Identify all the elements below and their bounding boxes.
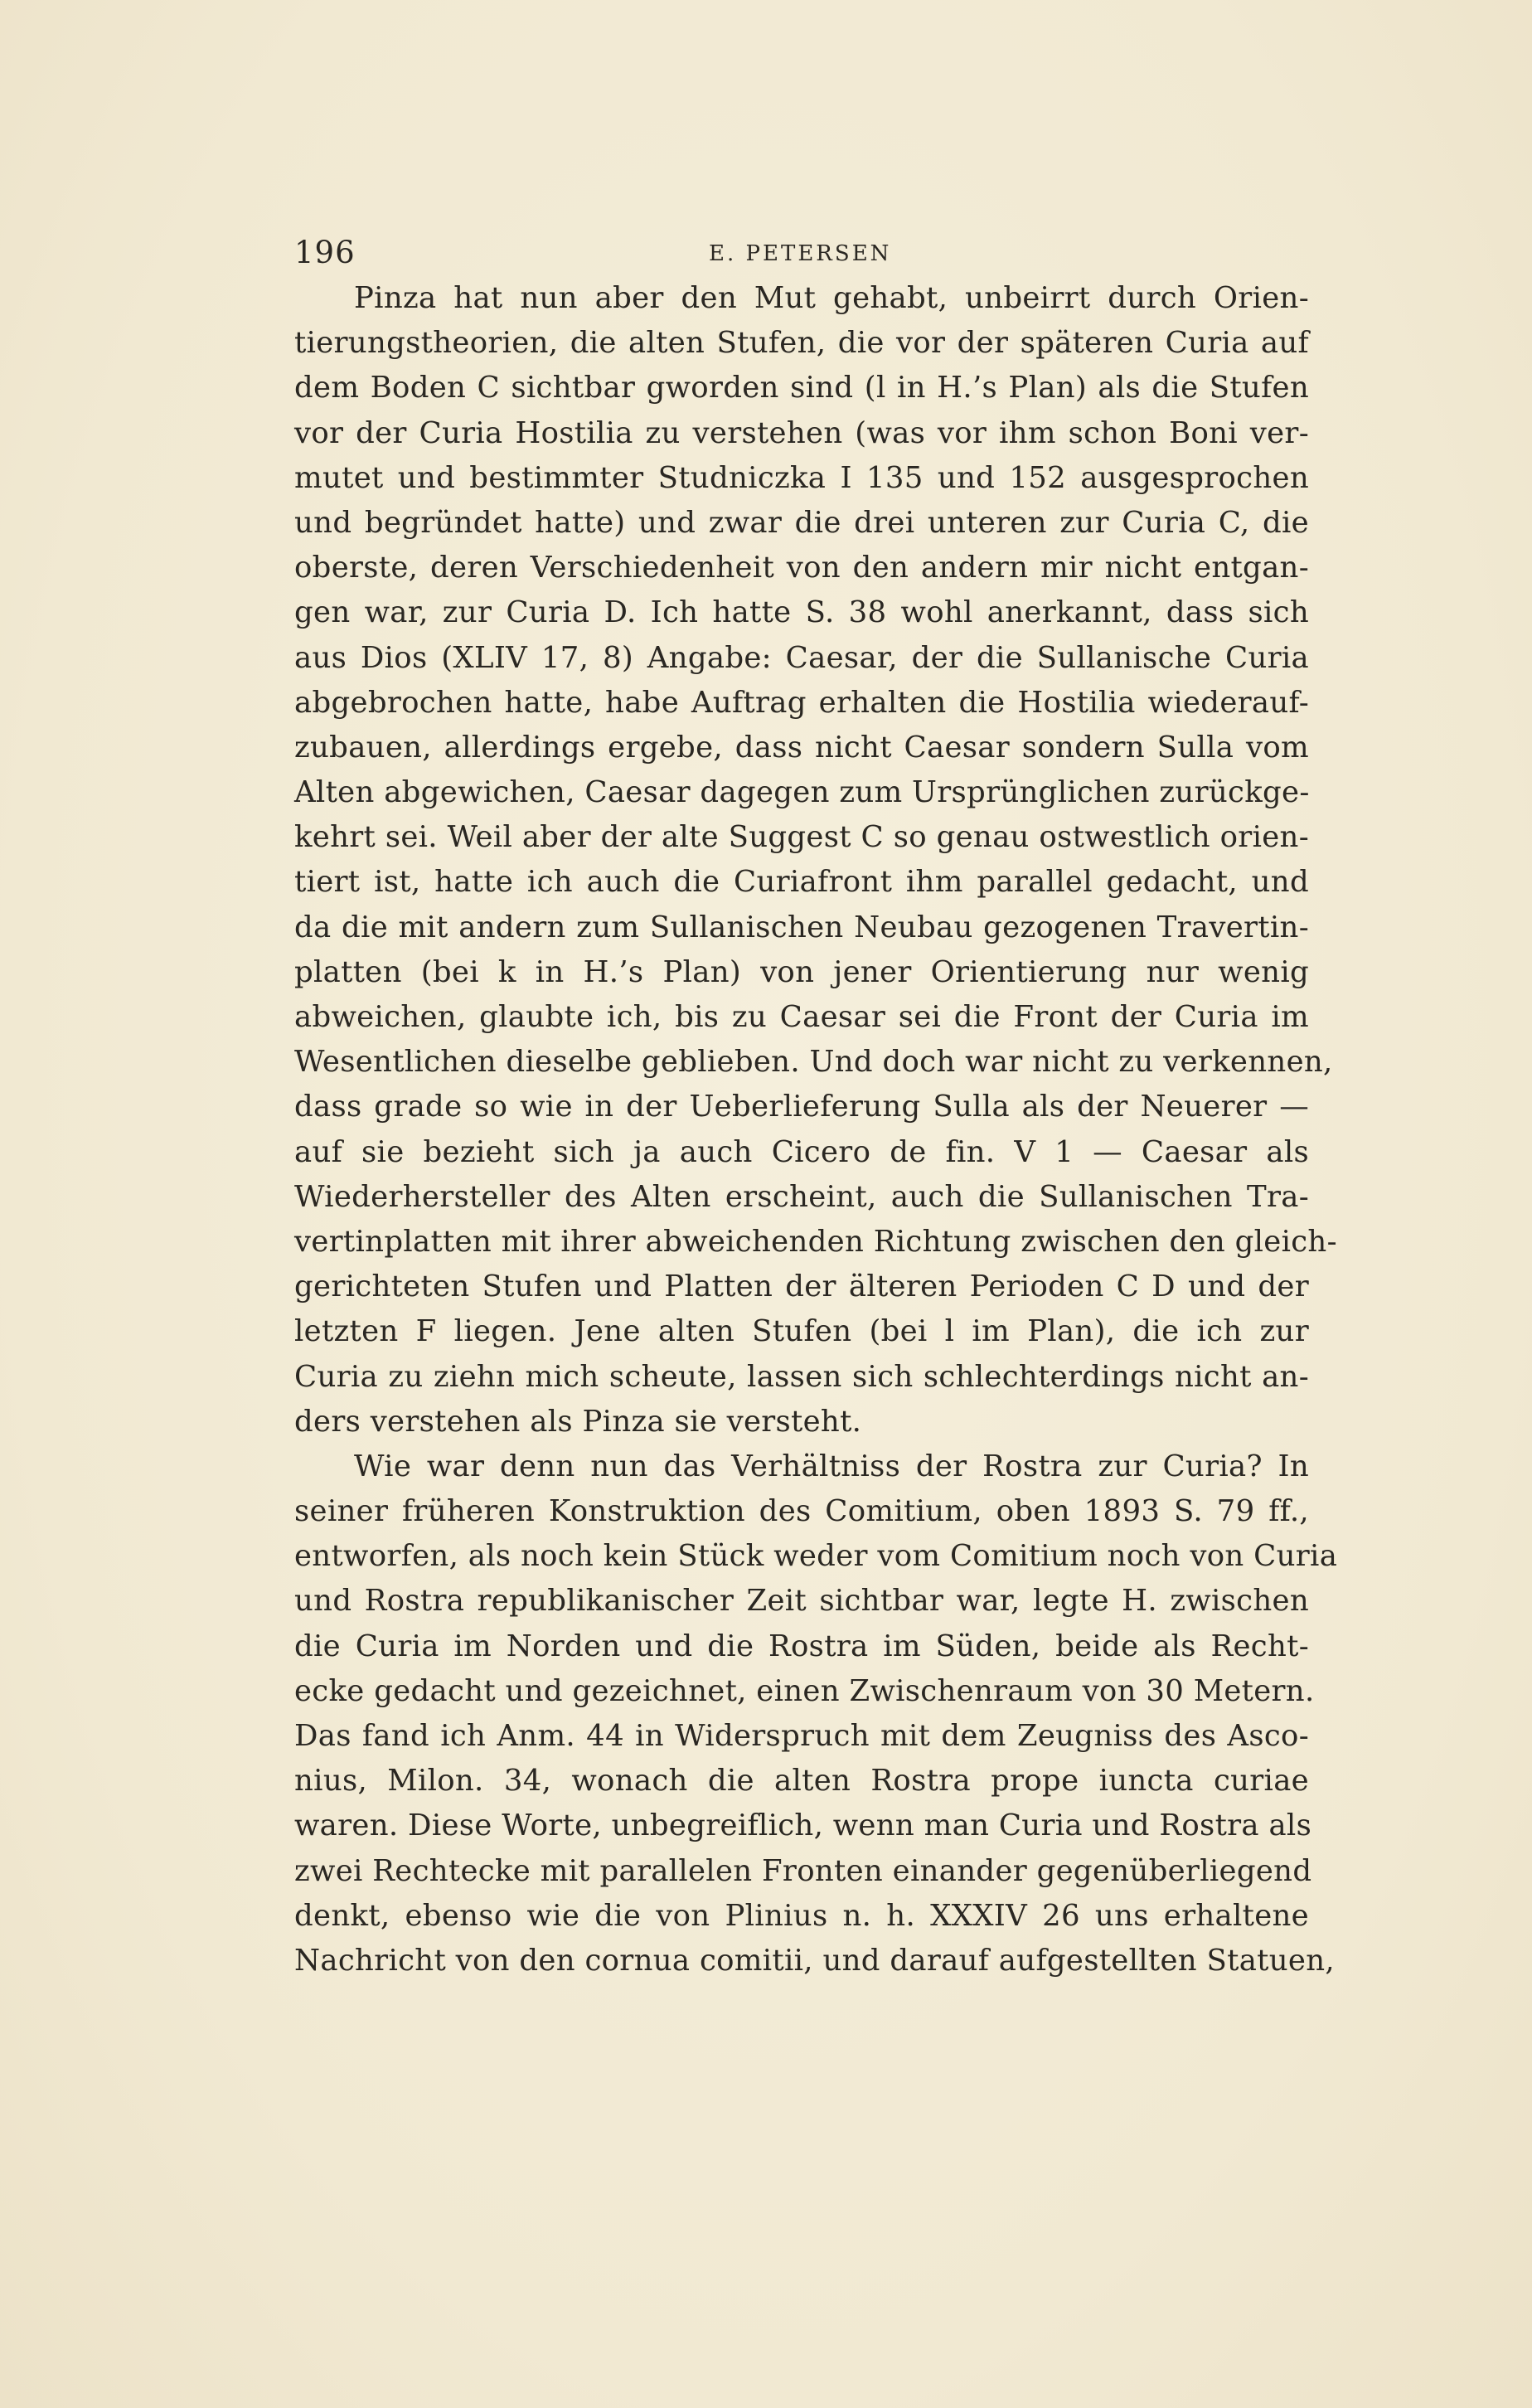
text-line: ders verstehen als Pinza sie versteht. xyxy=(294,1404,862,1439)
text-line: und Rostra republikanischer Zeit sichtbar war, legte H. zwischen xyxy=(294,1584,1309,1619)
text-line: ecke gedacht und gezeichnet, einen Zwischenraum von 30 Metern. xyxy=(294,1673,1315,1708)
text-line: kehrt sei. Weil aber der alte Suggest C so genau ostwestlich orien- xyxy=(294,820,1309,855)
text-line: Alten abgewichen, Caesar dagegen zum Ursprünglichen zurückge- xyxy=(294,775,1310,810)
text-line: und begründet hatte) und zwar die drei unteren zur Curia C, die xyxy=(294,505,1309,540)
page-header xyxy=(294,232,1309,274)
text-line: gen war, zur Curia D. Ich hatte S. 38 wohl anerkannt, dass sich xyxy=(294,595,1309,630)
text-line: dass grade so wie in der Ueberlieferung Sulla als der Neuerer — xyxy=(294,1090,1309,1124)
text-line: Nachricht von den cornua comitii, und darauf aufgestellten Statuen, xyxy=(294,1943,1335,1978)
text-line: vertinplatten mit ihrer abweichenden Richtung zwischen den gleich- xyxy=(294,1224,1337,1259)
text-line: die Curia im Norden und die Rostra im Süden, beide als Recht- xyxy=(294,1629,1309,1663)
text-line: Wiederhersteller des Alten erscheint, auch die Sullanischen Tra- xyxy=(294,1179,1309,1214)
text-line: tiert ist, hatte ich auch die Curiafront ihm parallel gedacht, und xyxy=(294,865,1309,900)
text-line: oberste, deren Verschiedenheit von den andern mir nicht entgan- xyxy=(294,551,1309,585)
text-line: vor der Curia Hostilia zu verstehen (was vor ihm schon Boni ver- xyxy=(294,415,1309,450)
text-line: Curia zu ziehn mich scheute, lassen sich schlechterdings nicht an- xyxy=(294,1359,1309,1394)
text-line: Wie war denn nun das Verhältniss der Rostra zur Curia? In xyxy=(354,1449,1309,1483)
text-line: zwei Rechtecke mit parallelen Fronten einander gegenüberliegend xyxy=(294,1853,1312,1888)
text-line: tierungstheorien, die alten Stufen, die vor der späteren Curia auf xyxy=(294,326,1309,361)
text-line: Das fand ich Anm. 44 in Widerspruch mit dem Zeugniss des Asco- xyxy=(294,1719,1309,1753)
text-line: nius, Milon. 34, wonach die alten Rostra prope iuncta curiae xyxy=(294,1764,1309,1799)
text-line: abgebrochen hatte, habe Auftrag erhalten die Hostilia wiederauf- xyxy=(294,685,1309,720)
text-line: seiner früheren Konstruktion des Comitium, oben 1893 S. 79 ff., xyxy=(294,1494,1309,1529)
body-text xyxy=(294,276,1338,1983)
text-line: gerichteten Stufen und Platten der älteren Perioden C D und der xyxy=(294,1270,1309,1304)
text-line: Pinza hat nun aber den Mut gehabt, unbeirrt durch Orien- xyxy=(354,281,1309,315)
text-line: denkt, ebenso wie die von Plinius n. h. XXXIV 26 uns erhaltene xyxy=(294,1898,1309,1933)
running-head: E. PETERSEN xyxy=(709,241,892,266)
text-line: entworfen, als noch kein Stück weder vom Comitium noch von Curia xyxy=(294,1539,1338,1574)
text-line: Wesentlichen dieselbe geblieben. Und doch war nicht zu verkennen, xyxy=(294,1045,1333,1080)
text-line: platten (bei k in H.’s Plan) von jener Orientierung nur wenig xyxy=(294,954,1309,989)
text-line: letzten F liegen. Jene alten Stufen (bei l im Plan), die ich zur xyxy=(294,1314,1309,1349)
text-line: waren. Diese Worte, unbegreiflich, wenn man Curia und Rostra als xyxy=(294,1808,1312,1843)
text-line: auf sie bezieht sich ja auch Cicero de fin. V 1 — Caesar als xyxy=(294,1134,1309,1169)
text-line: dem Boden C sichtbar gworden sind (l in H.’s Plan) als die Stufen xyxy=(294,371,1309,405)
text-line: zubauen, allerdings ergebe, dass nicht Caesar sondern Sulla vom xyxy=(294,730,1309,765)
text-line: mutet und bestimmter Studniczka I 135 und 152 ausgesprochen xyxy=(294,460,1309,495)
text-line: da die mit andern zum Sullanischen Neubau gezogenen Travertin- xyxy=(294,910,1309,944)
text-line: abweichen, glaubte ich, bis zu Caesar sei die Front der Curia im xyxy=(294,1000,1309,1034)
text-line: aus Dios (XLIV 17, 8) Angabe: Caesar, der die Sullanische Curia xyxy=(294,640,1309,675)
page-number: 196 xyxy=(294,235,356,270)
